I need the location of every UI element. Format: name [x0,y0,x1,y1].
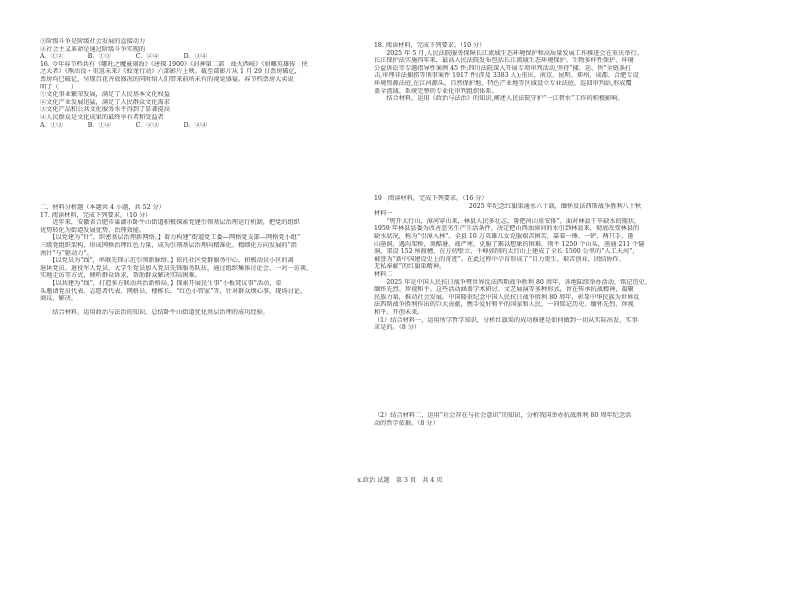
text-line: 结合材料，运用政治与法治的知识，总结卧牛山街道优化基层治理的成功经验。 [40,308,269,316]
text-line: 2025 年是中国人民抗日战争暨世界反法西斯战争胜利 80 周年，各地陆续举办活动，铭记历史、 [374,278,652,286]
text-line: 优势转化为街道发展优势、治理效能。 [40,226,146,234]
text-line: 16. 今年春节档共有《哪吒之魔童闹海》《唐探 1900》《封神第二部 战火西岐》《射雕英雄传 侠 [40,60,308,68]
text-line: “劈开太行山，漳河穿山来，林县人民多壮志，誓把河山重安排”。面对林县干旱缺水的现状， [374,217,641,225]
text-line: 环境资源法庭,在江河源头、自然保护地、特色产业地等区域设立专业法庭，巡回审判站,形成覆 [374,79,632,87]
text-line: ④社会主义革命是通过阶级斗争实现的 [40,45,146,53]
text-line: ③文化产品和公共文化服务水平得到了显著提高 [40,106,170,114]
text-line: 19 阅读材料，完成下列要求。（16 分） [374,195,488,202]
text-line: 盖全流域、系统完整的专业化审判组织体系。 [374,87,498,95]
text-line: 求是的。（8 分） [374,324,421,332]
text-line: 民族力量，推动社会发展。中国隆重纪念中国人民抗日战争胜利 80 周年，彰显中华民族为世界反 [374,293,640,301]
text-line: 南针”与“驱动力”。 [40,249,93,257]
text-line: 材料一 [374,210,393,218]
text-line: （1）结合材料一，运用所学哲学知识，分析红旗渠的成功修建是如何做到一切从实际出发，实事 [374,316,638,324]
q19-block [374,195,736,332]
q19-heading: 2025 年纪念红旗渠通水六十载，缅怀反法西斯战争胜利八十秋 [468,202,642,210]
text-line: 材料二 [374,270,393,278]
text-line: 长江保护法实施四年来，最高人民法院发布包括长江流域生态环境保护、生物多样性保护、环境 [374,57,634,65]
text-line: 法西斯战争胜利作出的巨大贡献，携手爱好和平的国家和人民，一同铭记历史、缅怀先烈、珍视 [374,301,634,309]
page-footer: x.政治 试题 第 3 页 共 4 页 [357,477,443,484]
text-line: 【以党员为“线”，串联先锋示范引领新脉络。】依托社区党群服务中心，积极动员小区的离 [40,257,294,265]
section-title: 二、材料分析题（本题共 4 小题，共 52 分） [40,204,165,211]
text-line: 三级党组织架构，形成网格治理红色力量，成为引领基层治理向精准化、精细化方向发展的“指 [40,241,297,249]
text-line: 17. 阅读材料，完成下列要求。（10 分） [40,211,152,219]
text-line: 结合材料，运用《政治与法治》的知识,阐述人民法院守护“一江碧水”工作的积极影响。 [374,95,624,103]
q17-block [40,204,370,316]
text-line: 动的哲学依据。（8 分） [374,419,439,427]
text-line: 无私奉献”的红旗渠精神。 [374,263,446,271]
text-line: 被誉为“新中国建设史上的奇迹”。在此过程中孕育形成了“自力更生、艰苦创业、团结协作、 [374,255,625,263]
text-line: 之大者》《熊出没・重返未来》《蛟龙行动》六部影片上映。截至部影片从 1 月 29 日票房破亿， [40,68,301,76]
text-line: 实地走访等方式，倾听群众诉求，帮助群众解决实际困难。 [40,272,201,280]
text-line: ②文化产业发展迅猛，满足了人民群众文化需求 [40,98,170,106]
text-line: （2）结合材料二，运用“社会存在与社会意识”的知识，分析我国举办抗战胜利 80 周年纪念活 [374,412,632,419]
text-line: 明了（ ） [40,83,78,91]
text-line: 缅怀先烈、珍视和平。这些活动涵盖学术研讨、文艺展演等多种形式，旨在传承抗战精神，凝聚 [374,286,634,294]
text-line: 洞，架设 152 座渡槽，在万仞壁立、千峰如削的太行山上建成了全长 1500 公里的“人工天河”， [374,248,639,256]
text-line: 【以党建为“针”，织密基层治理新网络。】着力构建“街道党工委—网格党支部—网格党小组” [40,234,301,242]
text-line: 公益诉讼等专题指导性案例 45 件;四川法院深入开展专项审判活动,坚持“捕、运、售”全链条打 [374,64,632,72]
text-line: 1959 年林县县委为改善恶劣生产生活条件，决定把山西浊漳河的水引到林县来，彻底改变林县的 [374,225,640,233]
text-line: 击,审理非法捕捞等刑事案件 1917 件(涉及 3383 人);重庆、南京、昆明、郑州、成都、合肥专设 [374,72,639,80]
text-line: 退休党员、退役军人党员、大学生党员加入党员先锋服务队伍，通过组织集体讨论会、一对一访谈、 [40,264,313,272]
text-line: 头邀请党员代表、志愿者代表、网格员、楼栋长、“红色小管家”等，针对群众烦心事，现场讨论、 [40,287,307,295]
q18-block [374,42,736,103]
text-line: ①文化事业繁荣发展，满足了人民基本文化权益 [40,91,170,99]
text-line: 缺水状况，称为“引漳入林”。全县 10 万英雄儿女克服艰苦困苦，靠着一锤、一铲、两只手，逢 [374,232,634,240]
text-line: 商议、解决。 [40,295,78,303]
text-line: 【以共建为“线”，打造多方联动共治新格局。】探索开展民生事“小板凳议事”活动，牵 [40,279,282,287]
text-line: 票房均已破亿，呈现百花齐放盛况的同时给人们带来前所未有的视觉盛宴。春节档票房大卖说 [40,75,294,83]
q19-part2-block [374,412,736,427]
q15-16-block [40,38,370,129]
text-line: A．①③ B．①④ C．②③ D．②④ [40,121,208,129]
text-line: 2025 年 5 月,人民法院服务保障长江流域生态环境保护和高质量发展工作推进会在重庆举行。 [374,49,643,57]
text-line: 18. 阅读材料，完成下列要求。（10 分） [374,42,486,49]
text-line: A．①② B．①③ C．②④ D．③④ [40,53,208,61]
text-line: ③阶级斗争是阶级社会发展的直接动力 [40,38,146,45]
text-line: ④人民群众是文化成果的最终享有者和受益者 [40,113,164,121]
text-line: 近年来，安徽省合肥市巢湖市卧牛山街道积极探索党建引领基层治理运行机制，把党的组织 [40,219,300,227]
text-line: 山凿洞，遇沟架桥，顶酷暑，战严寒，克服了难以想象的困难，削平 1250 个山头，凿通 211 个隧 [374,240,645,248]
text-line: 和平、开创未来。 [374,308,424,316]
